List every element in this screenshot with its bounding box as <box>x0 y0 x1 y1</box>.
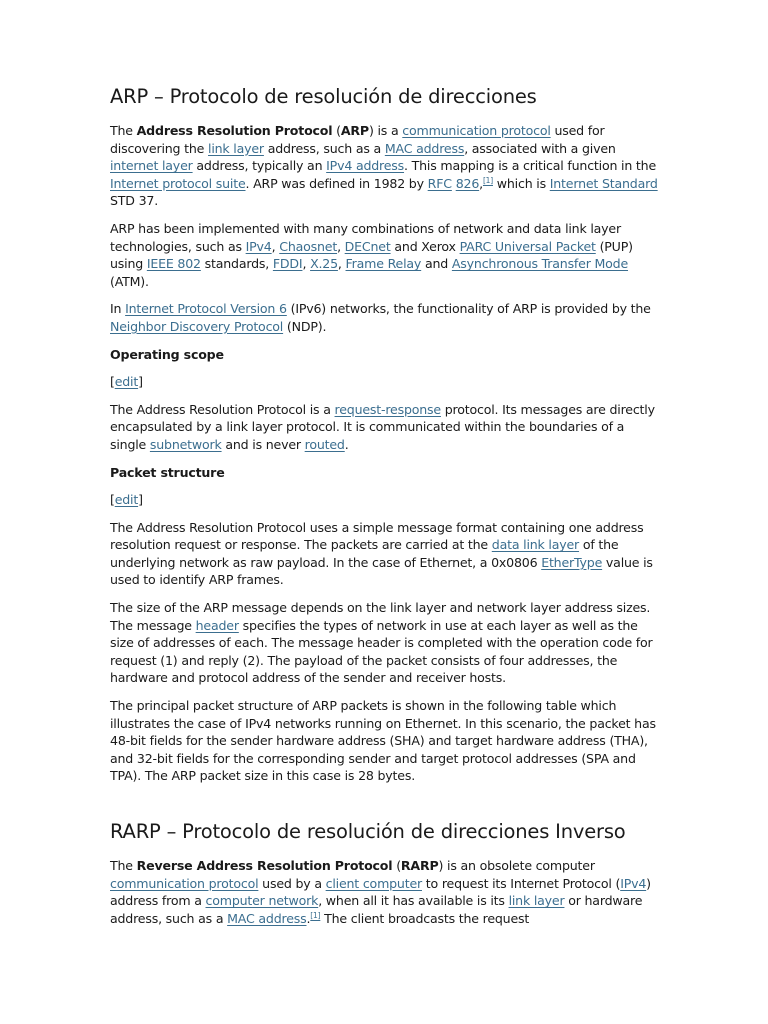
link-link-layer[interactable]: link layer <box>208 140 264 156</box>
link-ipv6[interactable]: Internet Protocol Version 6 <box>125 301 287 317</box>
arp-implementations-paragraph: ARP has been implemented with many combinations of network and data link layer technologies, such as IPv4, Chaosnet, DECnet and Xerox PARC Universal Packet (PUP) using IEEE 802 standards, FDDI, X.25, Frame Relay and Asynchronous Transfer Mode (ATM). <box>110 220 633 289</box>
link-x25[interactable]: X.25 <box>310 256 338 272</box>
link-fddi[interactable]: FDDI <box>272 256 303 272</box>
bold-term: Address Resolution Protocol <box>136 123 333 138</box>
bold-term: ARP <box>340 123 369 138</box>
arp-intro-paragraph: The Address Resolution Protocol (ARP) is a communication protocol used for discovering the link layer address, such as a MAC address, associated with a given internet layer address, typically an IPv4 address. This mapping is a critical function in the Internet protocol suite. ARP was defined in 1982 by RFC 826,[1] which is Internet Standard STD 37. <box>110 123 658 209</box>
article-body <box>110 84 662 937</box>
link-communication-protocol[interactable]: communication protocol <box>402 123 551 138</box>
link-request-response[interactable]: request-response <box>334 401 441 417</box>
link-ipv4[interactable]: IPv4 <box>620 875 647 891</box>
section-heading-operating-scope: Operating scope <box>110 346 224 362</box>
link-asynchronous-transfer-mode[interactable]: Asynchronous Transfer Mode <box>451 256 629 272</box>
link-internet-standard[interactable]: Internet Standard <box>549 175 658 191</box>
rarp-title: RARP – Protocolo de resolución de direcciones Inverso <box>110 820 626 843</box>
link-chaosnet[interactable]: Chaosnet <box>279 238 338 254</box>
bold-term: RARP <box>400 858 439 873</box>
link-rfc[interactable]: RFC <box>427 175 452 191</box>
arp-title: ARP – Protocolo de resolución de direcciones <box>110 85 537 108</box>
packet-structure-paragraph: The principal packet structure of ARP packets is shown in the following table which illustrates the case of IPv4 networks running on Ethernet. In this scenario, the packet has 48-bit fields for the sender hardware address (SHA) and target hardware address (THA), and 32-bit fields for the corresponding sender and target protocol addresses (SPA and TPA). The ARP packet size in this case is 28 bytes. <box>110 698 656 784</box>
edit-section-link: [edit] <box>110 374 143 390</box>
link-internet-layer[interactable]: internet layer <box>110 158 193 174</box>
arp-ipv6-paragraph: In Internet Protocol Version 6 (IPv6) networks, the functionality of ARP is provided by the Neighbor Discovery Protocol (NDP). <box>110 301 651 334</box>
link-header[interactable]: header <box>195 617 239 633</box>
edit-section-link: [edit] <box>110 492 143 508</box>
link-rfc-826[interactable]: 826 <box>455 175 480 191</box>
rarp-intro-paragraph: The Reverse Address Resolution Protocol (RARP) is an obsolete computer communication protocol used by a client computer to request its Internet Protocol (IPv4) address from a computer network, when all it has available is its link layer or hardware address, such as a MAC address.[1] The client broadcasts the request <box>110 858 651 926</box>
packet-format-paragraph: The Address Resolution Protocol uses a simple message format containing one address resolution request or response. The packets are carried at the data link layer of the underlying network as raw payload. In the case of Ethernet, a 0x0806 EtherType value is used to identify ARP frames. <box>110 519 653 588</box>
link-parc-universal-packet[interactable]: PARC Universal Packet <box>459 238 596 254</box>
link-data-link-layer[interactable]: data link layer <box>491 537 580 553</box>
citation-link[interactable]: [1] <box>310 910 321 920</box>
link-mac-address[interactable]: MAC address <box>227 910 307 926</box>
link-internet-protocol-suite[interactable]: Internet protocol suite <box>110 175 246 191</box>
edit-link[interactable]: edit <box>114 374 139 390</box>
link-link-layer[interactable]: link layer <box>508 893 565 909</box>
link-communication-protocol[interactable]: communication protocol <box>110 875 259 891</box>
link-subnetwork[interactable]: subnetwork <box>149 436 222 452</box>
link-mac-address[interactable]: MAC address <box>384 140 465 156</box>
link-decnet[interactable]: DECnet <box>344 238 391 254</box>
link-routed[interactable]: routed <box>304 436 345 452</box>
message-size-paragraph: The size of the ARP message depends on the link layer and network layer address sizes. The message header specifies the types of network in use at each layer as well as the size of addresses of each. The message header is completed with the operation code for request (1) and reply (2). The payload of the packet consists of four addresses, the hardware and protocol address of the sender and receiver hosts. <box>110 600 653 686</box>
bold-term: Reverse Address Resolution Protocol <box>136 858 393 873</box>
link-ethertype[interactable]: EtherType <box>541 554 603 570</box>
operating-scope-paragraph: The Address Resolution Protocol is a request-response protocol. Its messages are directly encapsulated by a link layer protocol. It is communicated within the boundaries of a single subnetwork and is never routed. <box>110 401 655 452</box>
citation-link[interactable]: [1] <box>482 175 493 185</box>
link-client-computer[interactable]: client computer <box>325 875 422 891</box>
edit-link[interactable]: edit <box>114 492 139 508</box>
link-frame-relay[interactable]: Frame Relay <box>345 256 422 272</box>
link-ieee-802[interactable]: IEEE 802 <box>146 256 201 272</box>
link-neighbor-discovery-protocol[interactable]: Neighbor Discovery Protocol <box>110 318 284 334</box>
link-ipv4-address[interactable]: IPv4 address <box>326 158 405 174</box>
section-heading-packet-structure: Packet structure <box>110 464 225 480</box>
link-computer-network[interactable]: computer network <box>205 893 319 909</box>
link-ipv4[interactable]: IPv4 <box>245 238 272 254</box>
